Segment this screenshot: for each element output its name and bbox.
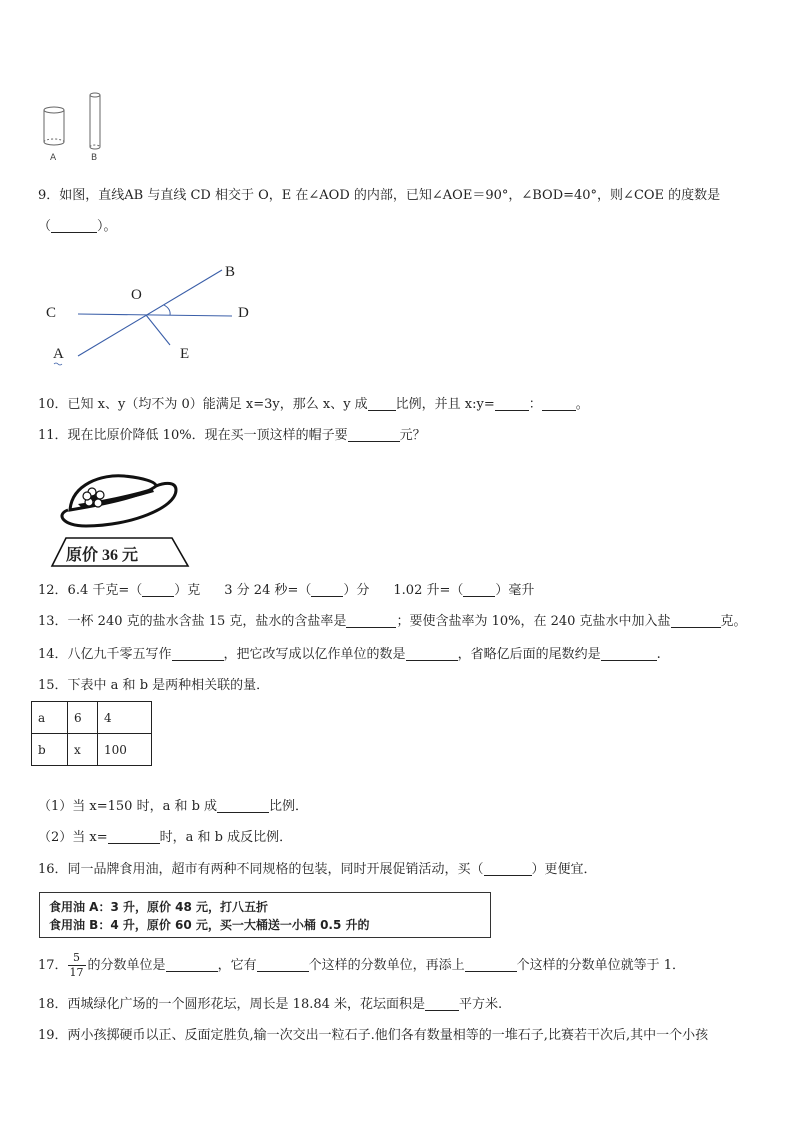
q10-blank-1[interactable] xyxy=(368,397,396,411)
fraction xyxy=(68,951,86,980)
cylinder-a xyxy=(44,107,64,145)
point-label-e: E xyxy=(180,346,190,362)
angle-figure xyxy=(40,260,270,370)
q15-blank-1[interactable] xyxy=(217,799,269,813)
q11-blank[interactable] xyxy=(348,428,400,442)
question-15-text: 15．下表中 a 和 b 是两种相关联的量． xyxy=(38,678,270,693)
cooking-oil-promo-box xyxy=(39,892,491,938)
ray-oe xyxy=(146,315,170,345)
table-cell: 4 xyxy=(98,702,152,734)
point-label-c: C xyxy=(46,305,57,321)
price-tag-label: 原价 36 元 xyxy=(66,547,139,564)
q9-paren-open: （ xyxy=(38,219,52,234)
table-row xyxy=(32,702,152,734)
question-10: 10．已知 x、y（均不为 0）能满足 x=3y，那么 x、y 成 比例，并且 x:y= ： 。 xyxy=(38,397,589,412)
point-label-b: B xyxy=(225,264,236,280)
cylinder-b-label: B xyxy=(91,153,98,163)
question-11: 11．现在比原价降低 10%．现在买一顶这样的帽子要 元？ xyxy=(38,428,426,443)
q18-blank[interactable] xyxy=(425,997,459,1011)
q12-blank-3[interactable] xyxy=(463,583,495,597)
angle-bod-arc xyxy=(164,305,170,315)
question-18: 18．西城绿化广场的一个圆形花坛，周长是 18.84 米，花坛面积是 平方米. xyxy=(38,997,503,1012)
q9-paren-close: ）。 xyxy=(97,219,117,234)
q12-blank-1[interactable] xyxy=(142,583,174,597)
table-cell: 6 xyxy=(68,702,98,734)
q15-blank-2[interactable] xyxy=(108,830,160,844)
question-13: 13．一杯 240 克的盐水含盐 15 克，盐水的含盐率是 ；要使含盐率为 10%，在 240 克盐水中加入盐 克。 xyxy=(38,614,747,629)
cylinders-figure xyxy=(38,88,110,168)
q10-blank-3[interactable] xyxy=(542,397,576,411)
q17-blank-1[interactable] xyxy=(166,958,218,972)
question-9-text: 9．如图，直线AB 与直线 CD 相交于 O，E 在∠AOD 的内部，已知∠AOE＝90°，∠BOD=40°，则∠COE 的度数是 xyxy=(38,188,721,203)
q17-blank-3[interactable] xyxy=(465,958,517,972)
question-19: 19．两小孩掷硬币以正、反面定胜负,输一次交出一粒石子.他们各有数量相等的一堆石子,比赛若干次后,其中一个小孩 xyxy=(38,1028,709,1043)
cylinder-b xyxy=(90,93,100,149)
q14-blank-2[interactable] xyxy=(406,647,458,661)
table-cell: x xyxy=(68,734,98,766)
question-16: 16．同一品牌食用油，超市有两种不同规格的包装，同时开展促销活动，买（ ）更便宜． xyxy=(38,862,597,877)
point-label-a: A xyxy=(53,346,64,362)
table-cell: a xyxy=(32,702,68,734)
line-ab xyxy=(78,270,222,356)
question-15-sub-2: （2）当 x= 时，a 和 b 成反比例． xyxy=(38,830,293,845)
q14-blank-3[interactable] xyxy=(601,647,657,661)
point-label-o: O xyxy=(131,287,142,303)
cylinder-a-label: A xyxy=(50,153,57,163)
q13-blank-1[interactable] xyxy=(346,614,396,628)
oil-a-line: 食用油 A：3 升，原价 48 元，打八五折 xyxy=(49,900,269,914)
point-label-d: D xyxy=(238,305,249,321)
table-cell: b xyxy=(32,734,68,766)
question-12: 12．6.4 千克=（ ）克 3 分 24 秒=（ ）分 1.02 升=（ ）毫升 xyxy=(38,583,535,598)
q16-blank[interactable] xyxy=(484,862,532,876)
question-15-sub-1: （1）当 x=150 时，a 和 b 成 比例． xyxy=(38,799,309,814)
q14-blank-1[interactable] xyxy=(172,647,224,661)
table-row xyxy=(32,734,152,766)
q13-blank-2[interactable] xyxy=(671,614,721,628)
q10-blank-2[interactable] xyxy=(495,397,529,411)
label-a-mark xyxy=(54,363,62,365)
fraction-numerator: 5 xyxy=(68,951,86,966)
line-cd xyxy=(78,314,232,316)
q17-blank-2[interactable] xyxy=(257,958,309,972)
q9-answer-blank[interactable] xyxy=(51,219,97,233)
fraction-denominator: 17 xyxy=(69,966,84,979)
oil-b-line: 食用油 B：4 升，原价 60 元，买一大桶送一小桶 0.5 升的 xyxy=(49,918,370,932)
question-17: 17． $\frac{5}{17}$ 的分数单位是 ，它有 个这样的分数单位，再添上 个这样的分数单位就等于 1． xyxy=(38,951,685,979)
ab-table xyxy=(31,701,152,766)
question-14: 14．八亿九千零五写作 ，把它改写成以亿作单位的数是 ，省略亿后面的尾数约是 . xyxy=(38,647,661,662)
question-9-answer xyxy=(38,218,117,236)
q12-blank-2[interactable] xyxy=(311,583,343,597)
table-cell: 100 xyxy=(98,734,152,766)
